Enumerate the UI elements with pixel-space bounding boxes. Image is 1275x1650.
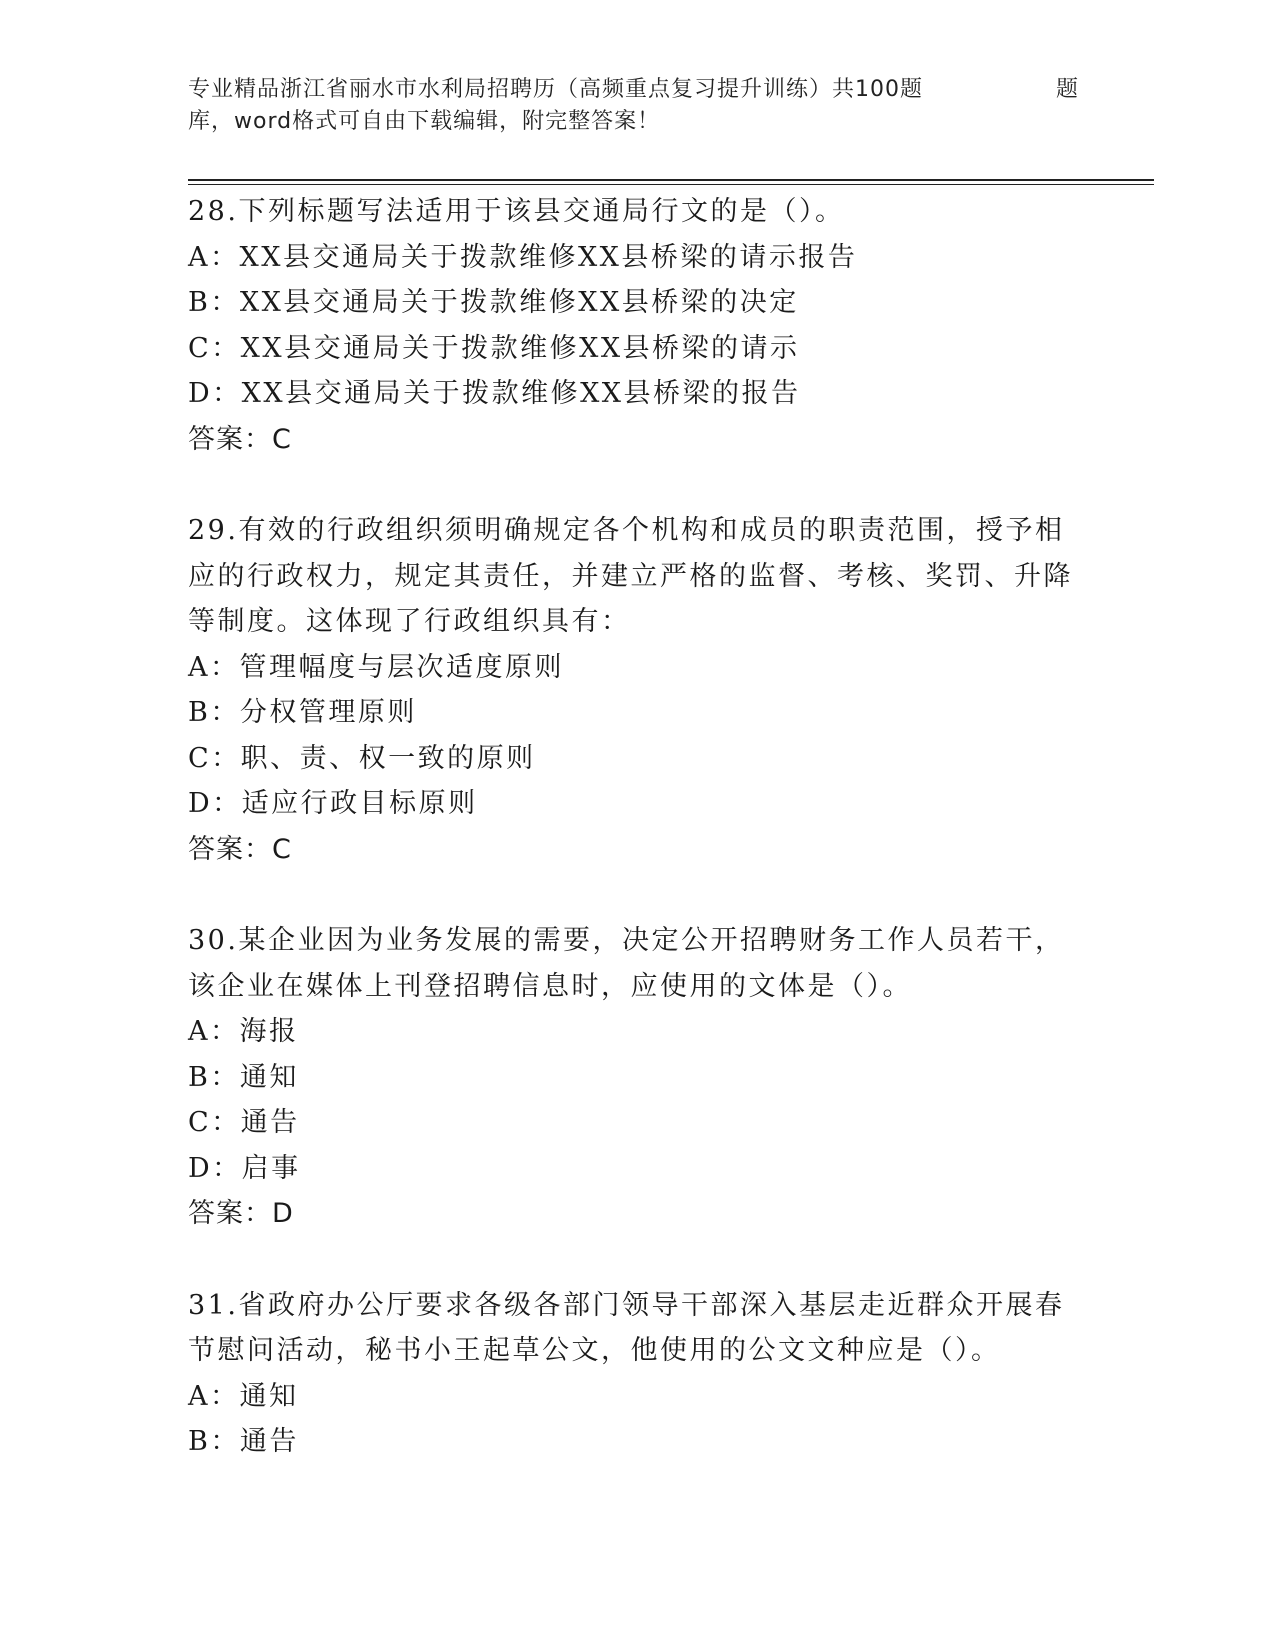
option-d: D：XX县交通局关于拨款维修XX县桥梁的报告	[188, 378, 801, 409]
option-b: B：分权管理原则	[188, 697, 417, 728]
option-d: D：适应行政目标原则	[188, 788, 478, 819]
option-c: C：职、责、权一致的原则	[188, 742, 536, 774]
option-c: C：XX县交通局关于拨款维修XX县桥梁的请示	[188, 332, 800, 364]
answer: 答案：C	[188, 833, 292, 865]
option-c: C：通告	[188, 1107, 300, 1138]
question-28	[188, 189, 1088, 462]
question-list	[188, 189, 1088, 1511]
question-31	[188, 1283, 1088, 1465]
page-header	[188, 74, 1088, 138]
question-stem: 30.某企业因为业务发展的需要，决定公开招聘财务工作人员若干，该企业在媒体上刊登招聘信息时，应使用的文体是（）。	[188, 925, 1065, 1002]
header-title-line-2: 库，word格式可自由下载编辑，附完整答案！	[188, 109, 661, 134]
header-divider-thin	[188, 184, 1154, 185]
option-b: B：通告	[188, 1426, 299, 1457]
option-a: A：海报	[188, 1016, 299, 1047]
header-divider-thick	[188, 179, 1154, 181]
option-a: A：通知	[188, 1380, 299, 1412]
header-title-tail: 题	[1056, 77, 1080, 102]
option-b: B：XX县交通局关于拨款维修XX县桥梁的决定	[188, 287, 799, 318]
option-a: A：XX县交通局关于拨款维修XX县桥梁的请示报告	[188, 241, 858, 273]
question-stem: 29.有效的行政组织须明确规定各个机构和成员的职责范围，授予相应的行政权力，规定其责任，并建立严格的监督、考核、奖罚、升降等制度。这体现了行政组织具有：	[188, 515, 1073, 637]
answer: 答案：D	[188, 1198, 294, 1229]
option-b: B：通知	[188, 1061, 299, 1093]
header-title-line-1	[188, 74, 1088, 106]
question-stem: 28.下列标题写法适用于该县交通局行文的是（）。	[188, 196, 845, 227]
option-d: D：启事	[188, 1152, 301, 1184]
question-30	[188, 918, 1088, 1237]
header-title-text: 专业精品浙江省丽水市水利局招聘历（高频重点复习提升训练）共100题	[188, 77, 923, 102]
question-29	[188, 508, 1088, 872]
answer: 答案：C	[188, 423, 292, 455]
question-stem: 31.省政府办公厅要求各级各部门领导干部深入基层走近群众开展春节慰问活动，秘书小王起草公文，他使用的公文文种应是（）。	[188, 1289, 1065, 1366]
option-a: A：管理幅度与层次适度原则	[188, 651, 564, 683]
